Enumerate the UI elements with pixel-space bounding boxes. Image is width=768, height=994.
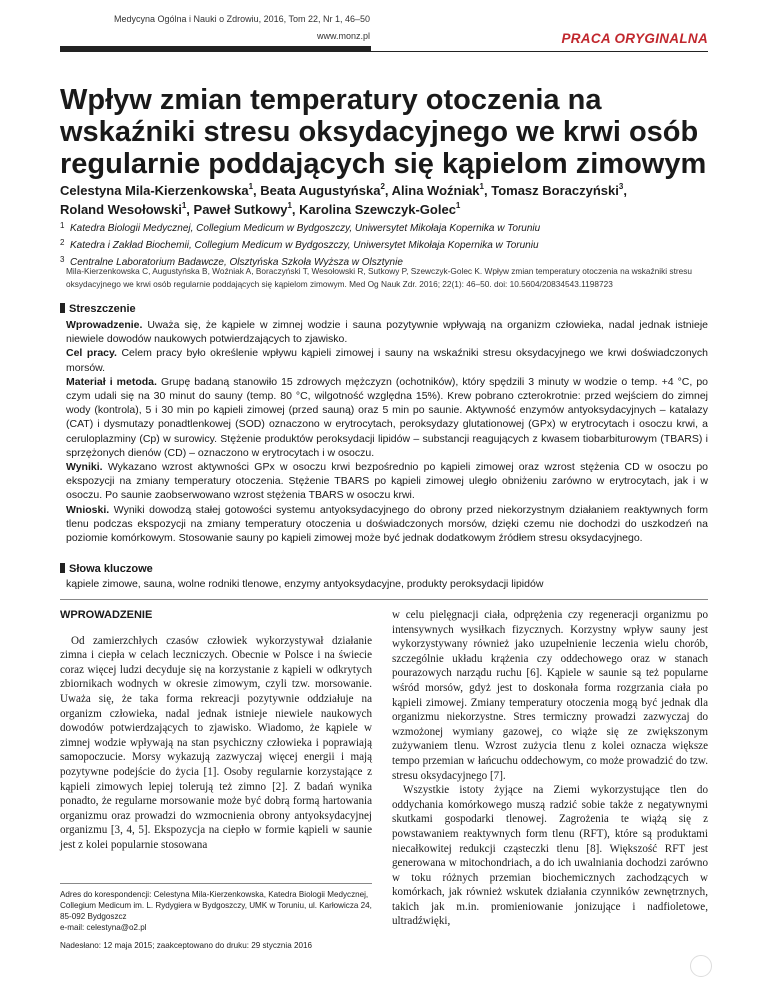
keywords-heading <box>60 563 153 575</box>
abstract-text: Celem pracy było określenie wpływu kąpieli zimowej i sauny na wskaźniki stresu oksydacyjnego we krwi doświadczonych morsów. <box>66 347 709 374</box>
abstract-text: Wyniki dowodzą stałej gotowości systemu antyoksydacyjnego do obrony przed niekorzystnym działaniem reaktywnych form tlenu podczas ekspozycji na zmiany temperatury otoczenia u doświadczonych morsów, dzięki czemu nie dochodzi do uszkodzeń na poziomie komórkowym. Stosowanie sauny po kąpieli zimowej może być jednak dodatkowym źródłem stresu oksydacyjnego. <box>66 503 708 545</box>
author-line: Celestyna Mila-Kierzenkowska$^1$, Beata Augustyńska$^2$, Alina Woźniak$^1$, Tomasz Boraczyński$^3$, <box>60 182 627 198</box>
title-line: wskaźniki stresu oksydacyjnego we krwi osób <box>60 116 699 148</box>
author-list <box>60 181 718 219</box>
title-line: Wpływ zmian temperatury otoczenia na <box>60 84 602 116</box>
abstract-paragraph <box>66 460 708 503</box>
body-column-right <box>392 608 708 929</box>
author-sup: 3 <box>618 182 624 191</box>
affiliation-text: Centralne Laboratorium Badawcze, Olsztyńska Szkoła Wyższa w Olsztynie <box>70 257 403 268</box>
abstract-paragraph <box>66 346 708 374</box>
keywords-heading-label: Słowa kluczowe <box>69 563 153 575</box>
affiliation-number: 1 <box>60 221 65 230</box>
abstract-paragraph <box>66 318 708 346</box>
article-title <box>60 84 708 180</box>
author-name: Paweł Sutkowy <box>193 202 288 217</box>
author-name: Beata Augustyńska <box>260 183 381 198</box>
affiliation-item <box>60 219 708 236</box>
affiliation-text: Katedra i Zakład Biochemii, Collegium Medicum w Bydgoszczy, Uniwersytet Mikołaja Kopernika w Toruniu <box>70 240 539 251</box>
journal-header: Medycyna Ogólna i Nauki o Zdrowiu, 2016, Tom 22, Nr 1, 46–50 <box>114 14 370 24</box>
author-sup: 2 <box>380 182 385 191</box>
abstract-text: Wykazano wzrost aktywności GPx w osoczu krwi bezpośrednio po kąpieli zimowej oraz wzrost stężenia CD w osoczu po ekspozycji na zmiany temperatury otoczenia. Stężenie TBARS po kąpieli zimowej uległo obniżeniu zarówno w erytrocytach, jak i w osoczu. Po saunie zaobserwowano wzrost stężenia TBARS w osoczu krwi. <box>66 461 709 502</box>
abstract-heading <box>60 303 136 315</box>
abstract-label: Wprowadzenie. <box>66 319 143 331</box>
submission-dates: Nadesłano: 12 maja 2015; zaakceptowano do druku: 29 stycznia 2016 <box>60 941 312 950</box>
abstract-heading-label: Streszczenie <box>69 303 136 315</box>
author-line: Roland Wesołowski$^1$, Paweł Sutkowy$^1$, Karolina Szewczyk-Golec$^1$ <box>60 201 461 217</box>
abstract-text: Uważa się, że kąpiele w zimnej wodzie i sauna pozytywnie wpływają na organizm człowieka, nadal jednak istnieje niewiele dowodów naukowych potwierdzających to zjawisko. <box>66 319 708 346</box>
bullet-square-icon <box>60 563 65 573</box>
affiliation-item <box>60 236 708 253</box>
author-sup: 1 <box>181 201 187 210</box>
author-sup: 1 <box>287 201 292 210</box>
body-paragraph: Od zamierzchłych czasów człowiek wykorzystywał działanie zimna i ciepła w celach leczniczych. Obecnie w Polsce i na świecie coraz więcej ludzi decyduje się na korzystanie z kąpieli w odkrytych zbiornikach wodnych w okresie zimowym, czyli tzw. morsowanie. Uważa się, że taka forma rekreacji pozytywnie oddziałuje na organizm człowieka, nadal jednak istnieje niewiele naukowych dowodów potwierdzających to zjawisko. Wiadomo, że kąpiele w zimnej wodzie wpływają na stan psychiczny człowieka i poprawiają samopoczucie. Morsy wykazują zazwyczaj więcej energii i mają pozytywne podejście do życia [1]. Osoby regularnie korzystające z kąpieli zimowych lepiej tolerują też zimno [2]. Z badań wynika ponadto, że regularne morsowanie może być dobrą formą hartowania organizmu oraz prowadzi do wzmocnienia obrony antyoksydacyjnej organizmu [3, 4, 5]. Ekspozycja na ciepło w formie kąpieli w saunie jest z kolei popularnie stosowana <box>60 634 372 851</box>
abstract-label: Materiał i metoda. <box>66 375 157 388</box>
author-name: Roland Wesołowski <box>60 202 182 217</box>
correspondence-address: Adres do korespondencji: Celestyna Mila-Kierzenkowska, Katedra Biologii Medycznej, Collegium Medicum im. L. Rydygiera w Bydgoszczy, UMK w Toruniu, ul. Karłowicza 24, 85-092 Bydgoszcz <box>60 890 372 921</box>
abstract-label: Wyniki. <box>66 461 103 474</box>
header-rule <box>60 46 371 52</box>
keywords-text: kąpiele zimowe, sauna, wolne rodniki tlenowe, enzymy antyoksydacyjne, produkty peroksydacji lipidów <box>66 578 544 590</box>
citation-text: Mila-Kierzenkowska C, Augustyńska B, Woźniak A, Boraczyński T, Wesołowski R, Sutkowy P, Szewczyk-Golec K. Wpływ zmian temperatury otoczenia na wskaźniki stresu oksydacyjnego we krwi osób regularnie poddających się kąpielom zimowym. Med Og Nauk Zdr. 2016; 22(1): 46–50. doi: 10.5604/20834543.1198723 <box>66 266 693 289</box>
watermark-icon <box>690 955 712 977</box>
intro-heading: WPROWADZENIE <box>60 609 153 621</box>
author-sup: 1 <box>479 182 484 191</box>
section-divider <box>60 599 708 600</box>
affiliation-number: 3 <box>60 255 65 264</box>
affiliation-text: Katedra Biologii Medycznej, Collegium Medicum w Bydgoszczy, Uniwersytet Mikołaja Kopernika w Toruniu <box>70 223 541 234</box>
body-paragraph: w celu pielęgnacji ciała, odprężenia czy regeneracji organizmu po intensywnych wysiłkach fizycznych. Korzystny wpływ sauny jest wykorzystywany również jako uzupełnienie leczenia wielu chorób, szczególnie układu krążenia czy oddechowego oraz w stanach pourazowych narządu ruchu [6]. Kąpiele w saunie są też popularne wśród morsów, gdyż jest to doskonała forma rozgrzania ciała po kąpieli zimowej. Zmiany temperatury otoczenia mogą być jednak dla organizmu niekorzystne. Stres termiczny prowadzi zazwyczaj do wzmożonej wymiany gazowej, co wiąże się ze zwiększonym zużywaniem tlenu. Wzrost zużycia tlenu z kolei oznacza większe tempo przemian w łańcuchu oddechowym, co może prowadzić do tzw. stresu oksydacyjnego [7]. <box>392 609 708 782</box>
abstract-label: Wnioski. <box>66 503 110 516</box>
abstract-body <box>66 318 708 545</box>
abstract-paragraph <box>66 503 708 546</box>
author-name: Alina Woźniak <box>391 183 480 198</box>
author-sup: 1 <box>248 182 254 191</box>
abstract-label: Cel pracy. <box>66 347 117 360</box>
abstract-text: Grupę badaną stanowiło 15 zdrowych mężczyzn (ochotników), który spędzili 3 minuty w wodzie o temp. +4 °C, po czym udali się na 30 minut do sauny (temp. 80 °C, wilgotność względna 15%). Krew pobrano czterokrotnie: przed wejściem do zimnej wody (kontrola), 5 i 30 min po kąpieli zimowej (przed sauną) oraz 5 min po saunie. Aktywność enzymów antyoksydacyjnych – katalazy (CAT) i dysmutazy ponadtlenkowej (SOD) oznaczono w erytrocytach, peroksydazy glutationowej (GPx) w erytrocytach i osoczu krwi, a ceruloplazminy (Cp) w surowicy. Stężenie produktów peroksydacji lipidów – substancji reagujących z kwasem tiobarbiturowym (TBARS) i sprzężonych dienów (CD) – oznaczono w erytrocytach i w osoczu. <box>66 375 709 459</box>
correspondence-email[interactable]: e-mail: celestyna@o2.pl <box>60 923 147 932</box>
affiliation-list <box>60 219 708 270</box>
body-paragraph: Wszystkie istoty żyjące na Ziemi wykorzystujące tlen do oddychania komórkowego muszą radzić sobie także z negatywnymi skutkami gospodarki tlenowej. Zagrożenia te wiążą się z powstawaniem reaktywnych form tlenu (RFT), które są produktami niecałkowitej redukcji cząsteczki tlenu [8]. Większość RFT jest generowana w mitochondriach, a do ich uwalniania dochodzi zarówno w toku różnych przemian biochemicznych zachodzących w komórkach, jak również wskutek działania czynników zewnętrznych, takich jak m.in. promieniowanie jonizujące i nadfioletowe, ultradźwięki, <box>392 784 708 928</box>
section-label: PRACA ORYGINALNA <box>561 31 708 46</box>
header-rule-thin <box>371 51 708 52</box>
abstract-paragraph <box>66 375 708 460</box>
affiliation-number: 2 <box>60 238 65 247</box>
author-name: Tomasz Boraczyński <box>491 183 619 198</box>
correspondence-footnote <box>60 883 372 951</box>
author-sup: 1 <box>455 201 461 210</box>
body-column-left <box>60 608 372 853</box>
author-name: Karolina Szewczyk-Golec <box>299 202 456 217</box>
journal-url[interactable]: www.monz.pl <box>316 31 370 41</box>
title-line: regularnie poddających się kąpielom zimowym <box>60 148 707 180</box>
bullet-square-icon <box>60 303 65 313</box>
author-name: Celestyna Mila-Kierzenkowska <box>60 183 249 198</box>
